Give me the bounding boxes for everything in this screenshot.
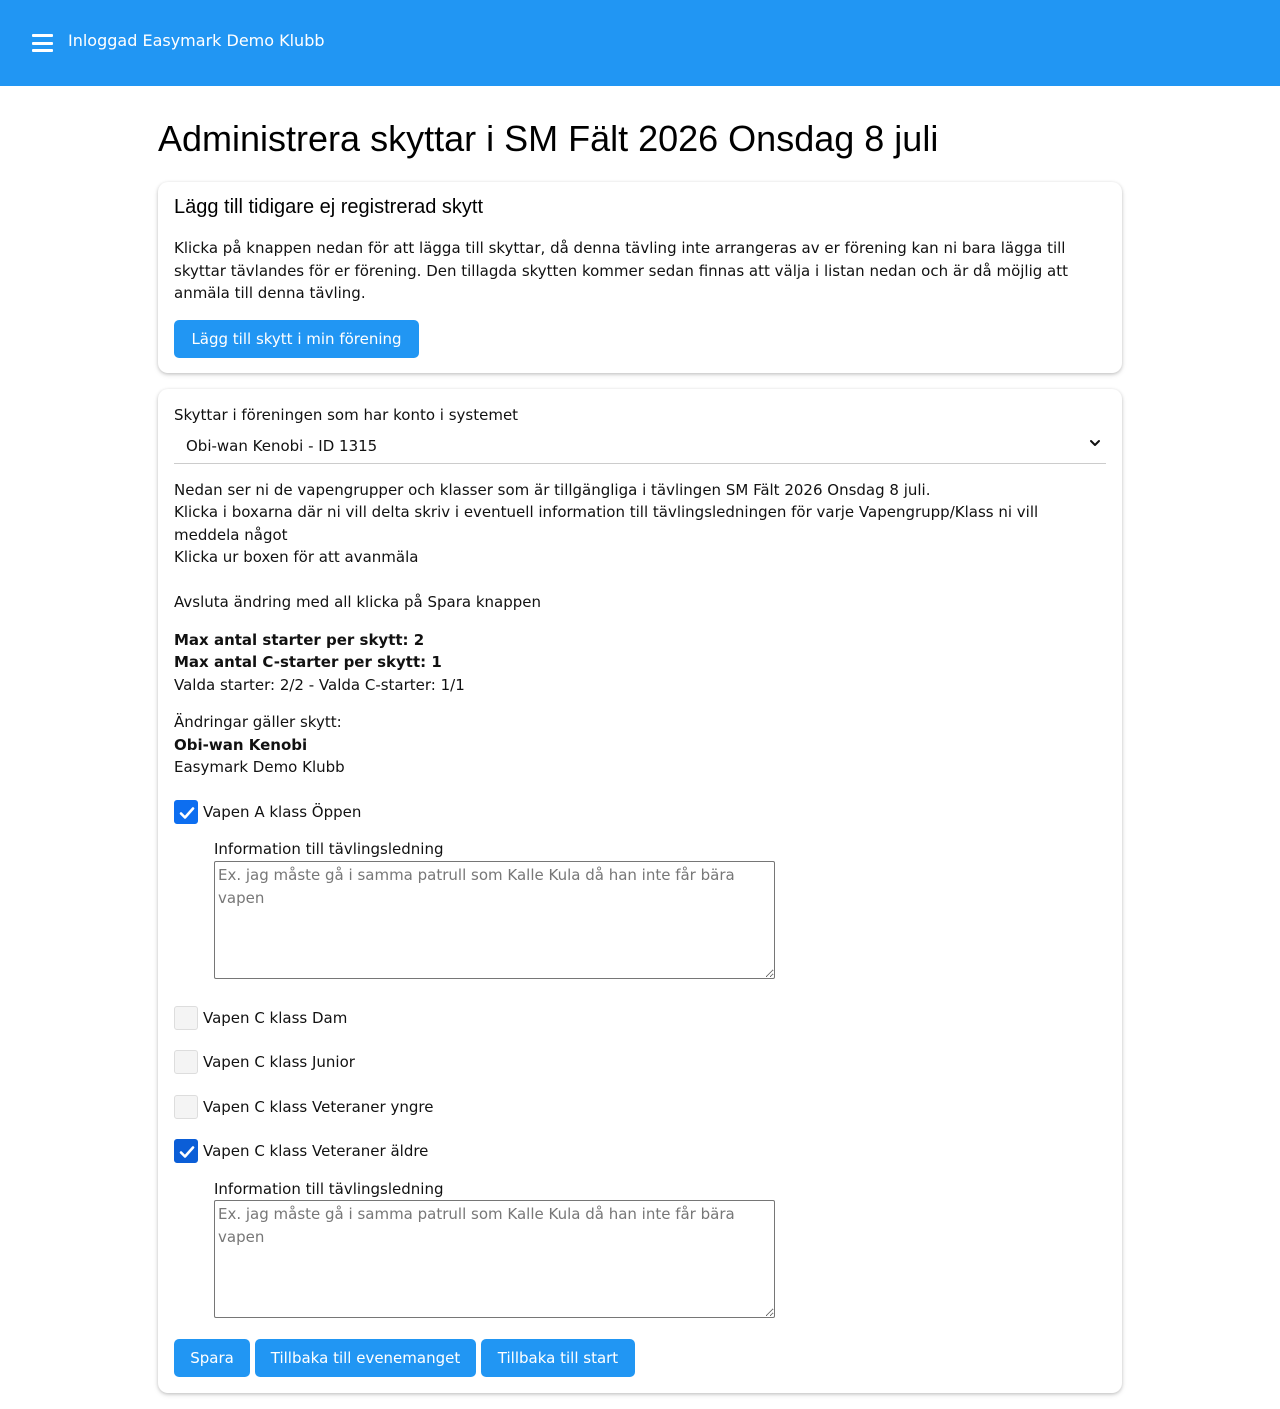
changes-for-label: Ändringar gäller skytt: [174, 713, 342, 731]
add-shooter-card [158, 182, 1122, 373]
shooter-registration-card [158, 389, 1122, 1393]
class-label-c-veteraner-yngre: Vapen C klass Veteraner yngre [203, 1098, 434, 1116]
max-starts: Max antal starter per skytt: 2 [174, 631, 425, 649]
info-textarea-c-veteraner-aldre[interactable] [214, 1200, 775, 1318]
shooter-select-label: Skyttar i föreningen som har konto i systemet [174, 406, 519, 424]
class-checkbox-a-oppen[interactable] [174, 800, 198, 824]
class-label-c-veteraner-aldre: Vapen C klass Veteraner äldre [203, 1142, 429, 1160]
add-shooter-button[interactable]: Lägg till skytt i min förening [174, 320, 419, 358]
class-checkbox-c-veteraner-aldre[interactable] [174, 1139, 198, 1163]
instructions-line-4: Avsluta ändring med all klicka på Spara knappen [174, 593, 542, 611]
shooter-name: Obi-wan Kenobi [174, 736, 308, 754]
instructions-line-2: Klicka i boxarna där ni vill delta skriv i eventuell information till tävlingsledningen för varje Vapengrupp/Klass ni vill meddela något [174, 503, 1039, 544]
info-textarea-a-oppen[interactable] [214, 861, 775, 979]
selected-starts: Valda starter: 2/2 - Valda C-starter: 1/1 [174, 676, 465, 694]
class-label-c-dam: Vapen C klass Dam [203, 1009, 348, 1027]
class-checkbox-c-veteraner-yngre[interactable] [174, 1095, 198, 1119]
checkmark-icon [178, 804, 196, 822]
back-to-start-button[interactable]: Tillbaka till start [481, 1339, 635, 1377]
logged-in-title: Inloggad Easymark Demo Klubb [68, 31, 325, 50]
class-checkbox-c-junior[interactable] [174, 1050, 198, 1074]
save-button[interactable]: Spara [174, 1339, 250, 1377]
top-bar [0, 0, 1280, 86]
info-label-c-veteraner-aldre: Information till tävlingsledning [214, 1180, 444, 1198]
max-c-starts: Max antal C-starter per skytt: 1 [174, 653, 442, 671]
shooter-select-value: Obi-wan Kenobi - ID 1315 [186, 437, 378, 455]
page-title: Administrera skyttar i SM Fält 2026 Onsdag 8 juli [158, 118, 939, 159]
back-to-event-button[interactable]: Tillbaka till evenemanget [255, 1339, 476, 1377]
shooter-select[interactable] [174, 433, 1106, 464]
club-name: Easymark Demo Klubb [174, 758, 345, 776]
class-label-c-junior: Vapen C klass Junior [203, 1053, 355, 1071]
class-label-a-oppen: Vapen A klass Öppen [203, 803, 362, 821]
chevron-down-icon [1088, 436, 1102, 450]
add-shooter-description: Klicka på knappen nedan för att lägga till skyttar, då denna tävling inte arrangeras av er förening kan ni bara lägga till skyttar tävlandes för er förening. Den tillagda skytten kommer sedan finnas att välja i listan nedan och är då möjlig att anmäla till denna tävling. [174, 239, 1069, 302]
info-label-a-oppen: Information till tävlingsledning [214, 840, 444, 858]
instructions-line-3: Klicka ur boxen för att avanmäla [174, 548, 419, 566]
add-shooter-card-title: Lägg till tidigare ej registrerad skytt [174, 196, 484, 218]
hamburger-menu-icon[interactable] [32, 34, 53, 52]
class-checkbox-c-dam[interactable] [174, 1006, 198, 1030]
instructions-line-1: Nedan ser ni de vapengrupper och klasser som är tillgängliga i tävlingen SM Fält 2026 Onsdag 8 juli. [174, 481, 931, 499]
checkmark-icon [178, 1143, 196, 1161]
